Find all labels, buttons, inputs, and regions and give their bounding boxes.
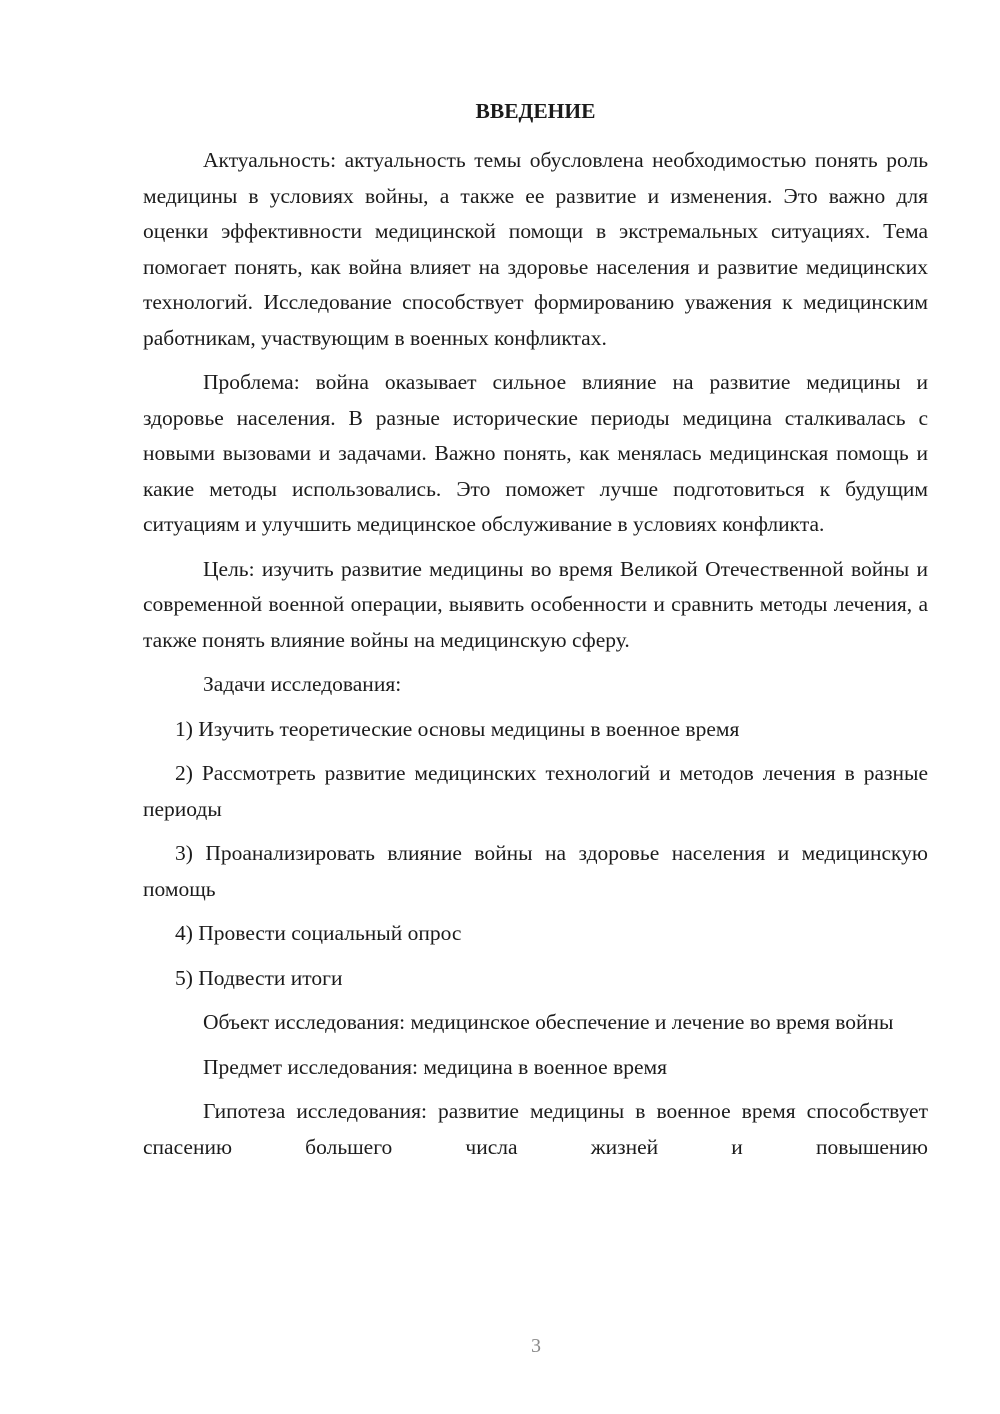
tasks-title: Задачи исследования: — [203, 672, 402, 696]
paragraph-problem: Проблема: война оказывает сильное влияние на развитие медицины и здоровье населения. В разные исторические периоды медицина сталкивалась с новыми вызовами и задачами. Важно понять, как менялась медицинская помощь и какие методы использовались. Это поможет лучше подготовиться к будущим ситуациям и улучшить медицинское обслуживание в условиях конфликта. — [143, 370, 928, 536]
paragraph-goal: Цель: изучить развитие медицины во время Великой Отечественной войны и современной военной операции, выявить особенности и сравнить методы лечения, а также понять влияние войны на медицинскую сферу. — [143, 556, 928, 652]
paragraph-relevance: Актуальность: актуальность темы обусловлена необходимостью понять роль медицины в условиях войны, а также ее развитие и изменения. Это важно для оценки эффективности медицинской помощи в экстремальных ситуациях. Тема помогает понять, как война влияет на здоровье населения и развитие медицинских технологий. Исследование способствует формированию уважения к медицинским работникам, участвующим в военных конфликтах. — [143, 148, 928, 350]
document-body — [143, 96, 928, 1174]
section-heading: ВВЕДЕНИЕ — [475, 99, 596, 123]
paragraph-object: Объект исследования: медицинское обеспечение и лечение во время войны — [203, 1010, 894, 1034]
task-item: 2) Рассмотреть развитие медицинских технологий и методов лечения в разные периоды — [143, 761, 928, 821]
task-item: 1) Изучить теоретические основы медицины в военное время — [175, 716, 740, 741]
task-item: 4) Провести социальный опрос — [175, 921, 462, 945]
page-number: 3 — [531, 1335, 541, 1357]
paragraph-subject: Предмет исследования: медицина в военное время — [203, 1054, 668, 1079]
tasks-list — [143, 712, 928, 997]
task-item: 3) Проанализировать влияние войны на здоровье населения и медицинскую помощь — [143, 841, 928, 901]
task-item: 5) Подвести итоги — [175, 965, 343, 990]
paragraph-hypothesis: Гипотеза исследования: развитие медицины в военное время способствует спасению большего числа жизней и повышению — [143, 1099, 928, 1159]
